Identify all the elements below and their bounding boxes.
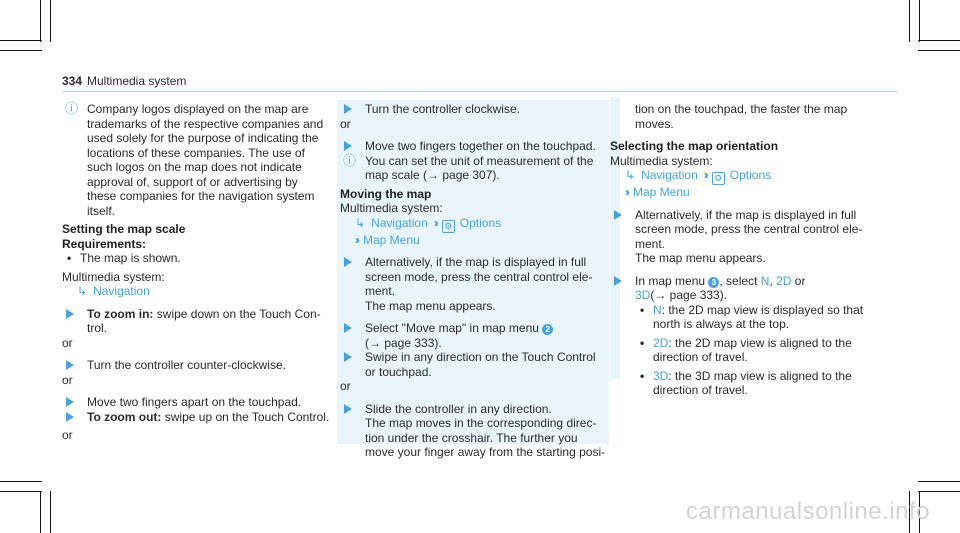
crop-mark	[919, 0, 920, 42]
or-text: or	[62, 335, 73, 350]
step-arrow-icon	[66, 397, 74, 407]
crop-mark	[918, 481, 960, 482]
step-press-controller: Alternatively, if the map is displayed in full screen mode, press the central control ele- ment. The map menu appears.	[610, 208, 900, 266]
corner-arrow-icon: ↳	[355, 215, 366, 230]
nav-path: ↳ Navigation ›› ⚙ Options	[625, 168, 772, 183]
step-press-controller: Alternatively, if the map is displayed in full screen mode, press the central control ele- ment. The map menu appears.	[340, 255, 608, 313]
step-arrow-icon	[344, 323, 352, 333]
step-fingers-apart: Move two fingers apart on the touchpad.	[62, 395, 330, 410]
page-header	[62, 74, 898, 90]
step-turn-ccw: Turn the controller counter-clockwise.	[62, 358, 330, 373]
nav-link-navigation: Navigation	[93, 284, 150, 298]
continued-text: tion on the touchpad, the faster the map moves.	[635, 102, 848, 131]
step-slide-controller: Slide the controller in any direction. The map moves in the corresponding direc- tion under the crosshair. The further you move your finger away from the starting posi-	[340, 402, 608, 460]
step-arrow-icon	[614, 210, 622, 220]
step-zoom-in: To zoom in: swipe down on the Touch Con-	[62, 307, 330, 322]
corner-arrow-icon: ↳	[77, 284, 88, 298]
step-arrow-icon	[66, 412, 74, 422]
section-title: Multimedia system	[87, 74, 187, 88]
crop-mark	[40, 0, 41, 42]
system-label: Multimedia system:	[610, 153, 713, 168]
nav-path-menu: ›› Map Menu	[625, 185, 690, 199]
column-2	[340, 102, 608, 460]
double-chevron-icon: ››	[355, 232, 357, 247]
crop-mark	[50, 0, 51, 42]
callout-badge-2: 2	[542, 324, 553, 335]
or-text: or	[62, 428, 73, 442]
watermark: carmanualsonline.info	[686, 498, 930, 525]
double-chevron-icon: ››	[703, 168, 706, 182]
or-text: or	[340, 116, 351, 131]
step-arrow-icon	[344, 141, 352, 151]
step-arrow-icon	[66, 309, 74, 319]
corner-arrow-icon: ↳	[625, 168, 636, 182]
info-icon: ⓘ	[343, 152, 357, 168]
nav-path-menu: ›› Map Menu	[355, 232, 420, 247]
requirement-item: • The map is shown.	[67, 251, 181, 265]
step-arrow-icon	[66, 360, 74, 370]
step-arrow-icon	[344, 404, 352, 414]
options-gear-icon: ⚙	[442, 220, 455, 233]
requirements-label: Requirements:	[62, 236, 147, 251]
section-heading: Setting the map scale	[62, 222, 186, 236]
section-heading: Selecting the map orientation	[610, 139, 779, 153]
crop-mark	[40, 491, 41, 533]
crop-mark	[918, 50, 960, 51]
double-chevron-icon: ››	[625, 185, 627, 199]
system-label: Multimedia system:	[340, 201, 443, 215]
header-rule	[62, 91, 898, 92]
crop-mark	[50, 491, 51, 533]
crop-mark	[0, 481, 42, 482]
options-gear-icon: ⚙	[712, 172, 725, 185]
step-zoom-out: To zoom out: swipe up on the Touch Control.	[62, 410, 330, 425]
step-arrow-icon	[344, 352, 352, 362]
crop-mark	[0, 40, 42, 41]
column-1: ⓘ Company logos displayed on the map are trademarks of the respective companies and used solely for the purpose of indicating the locations of these companies. The use of such logos on the map does not indicate approval of, support of or advertising by these companies for the navigation system itself. Setting the map scale Requirements: • The map is shown. Multimedia system: ↳ Navigation To zoom in: swipe down on the Touch Con- trol. or Turn the controller counter-clockwise. or Move two fingers apart on the touchpad. To zoom out: swipe up on the Touch Control. or	[62, 101, 330, 442]
info-note: ⓘ You can set the unit of measurement of the map scale (→ page 307).	[343, 152, 594, 182]
or-text: or	[62, 372, 73, 387]
option-north-up: • N: the 2D map view is displayed so that north is always at the top.	[640, 302, 864, 331]
column-3	[610, 102, 900, 398]
double-chevron-icon: ››	[433, 215, 436, 230]
callout-badge-3: 3	[708, 277, 719, 288]
step-arrow-icon	[344, 104, 352, 114]
nav-path: ↳ Navigation ›› ⚙ Options	[355, 215, 502, 231]
page-number: 334	[62, 74, 83, 88]
step-select-orientation: In map menu 3 , select N, 2D or 3D(→ page 333). • N: the 2D map view is displayed so that north is always at the top. • 2D: the 2D map view is aligned to the direction of travel. • 3D: the 3D map view is aligned to the direction of travel.	[610, 274, 900, 398]
info-note: ⓘ Company logos displayed on the map are trademarks of the respective companies and used solely for the purpose of indicating the locations of these companies. The use of such logos on the map does not indicate approval of, support of or advertising by these companies for the navigation system itself.	[65, 101, 324, 218]
option-2d-heading: • 2D: the 2D map view is aligned to the direction of travel.	[640, 335, 852, 364]
step-turn-cw: Turn the controller clockwise.	[340, 102, 608, 117]
system-label: Multimedia system:	[62, 269, 165, 284]
crop-mark	[918, 40, 960, 41]
crop-mark	[0, 50, 42, 51]
step-select-move-map: Select "Move map" in map menu 2 (→ page 333).	[340, 321, 608, 350]
section-heading: Moving the map	[340, 186, 432, 201]
step-arrow-icon	[614, 276, 622, 286]
step-fingers-together: Move two fingers together on the touchpad.	[340, 139, 608, 154]
step-swipe: Swipe in any direction on the Touch Control or touchpad.	[340, 350, 608, 379]
step-arrow-icon	[344, 257, 352, 267]
crop-mark	[918, 491, 960, 492]
or-text: or	[340, 379, 351, 393]
crop-mark	[0, 491, 42, 492]
option-3d-heading: • 3D: the 3D map view is aligned to the direction of travel.	[640, 368, 852, 397]
crop-mark	[909, 0, 910, 42]
nav-path	[62, 284, 330, 299]
info-icon: ⓘ	[65, 101, 79, 116]
